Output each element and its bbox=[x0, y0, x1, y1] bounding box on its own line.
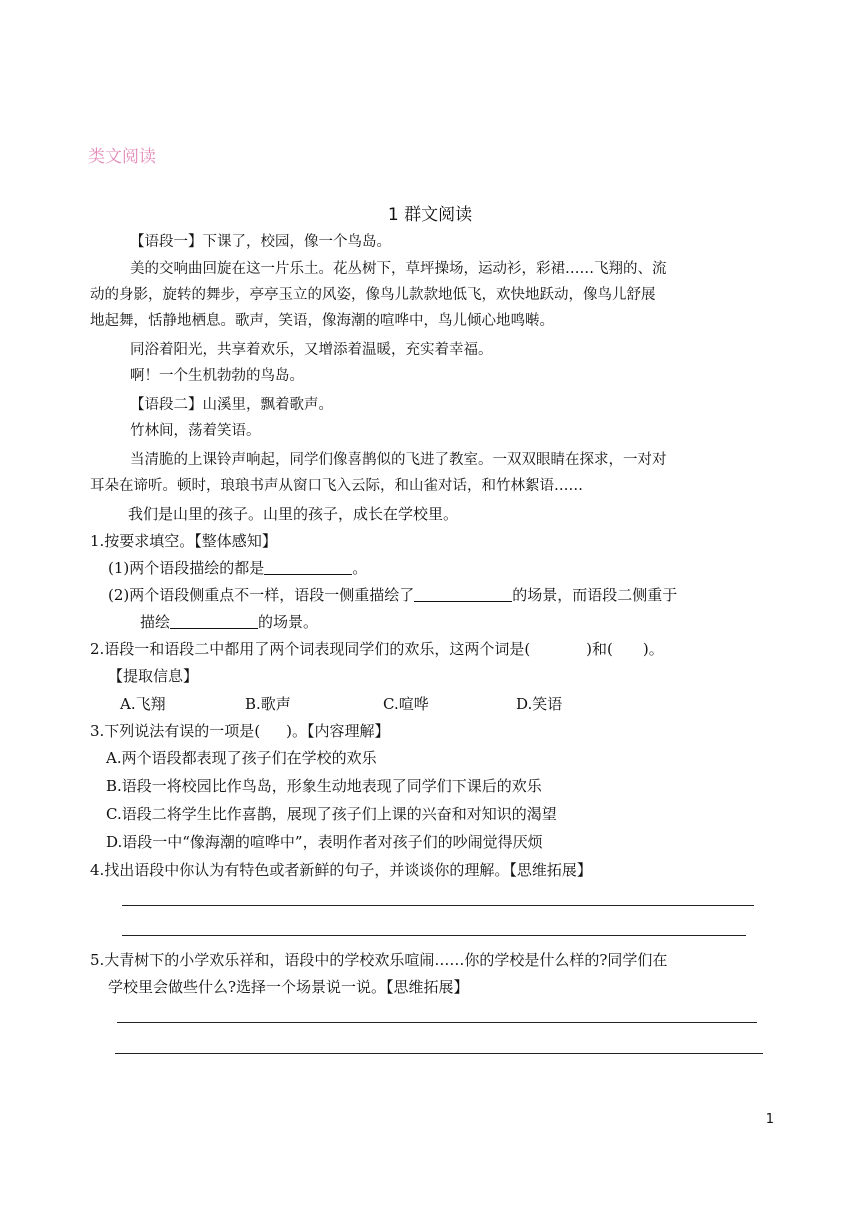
q1-s1-text: (1)两个语段描绘的都是 bbox=[108, 559, 265, 577]
passage-paragraph: 啊！一个生机勃勃的鸟岛。 bbox=[130, 368, 304, 384]
question-1-sub-2 bbox=[108, 582, 677, 608]
q1-s2-text-b: 的场景，而语段二侧重于 bbox=[512, 586, 678, 604]
q2-stem-a: 2.语段一和语段二中都用了两个词表现同学们的欢乐，这两个词是( bbox=[90, 640, 531, 658]
question-1-sub-2-cont bbox=[140, 609, 318, 635]
q2-stem-b: )和( bbox=[586, 640, 613, 658]
passage-paragraph-cont: 地起舞，恬静地栖息。歌声，笑语，像海潮的喧哗中，鸟儿倾心地鸣啭。 bbox=[90, 313, 554, 329]
section-label: 类文阅读 bbox=[88, 147, 156, 167]
answer-line[interactable] bbox=[115, 1053, 763, 1054]
question-1-stem: 1.按要求填空。【整体感知】 bbox=[90, 532, 277, 550]
question-5-stem-cont: 学校里会做些什么?选择一个场景说一说。【思维拓展】 bbox=[108, 978, 469, 996]
passage-paragraph-cont: 动的身影，旋转的舞步，亭亭玉立的风姿，像鸟儿款款地低飞，欢快地跃动，像鸟儿舒展 bbox=[90, 287, 656, 303]
answer-line[interactable] bbox=[122, 935, 746, 936]
option-d[interactable]: D.笑语 bbox=[516, 695, 563, 713]
passage-paragraph: 当清脆的上课铃声响起，同学们像喜鹊似的飞进了教室。一双双眼睛在探求，一对对 bbox=[130, 452, 667, 468]
answer-blank[interactable] bbox=[264, 558, 352, 575]
page-number: 1 bbox=[765, 1112, 774, 1127]
q3-stem-b: )。【内容理解】 bbox=[286, 722, 390, 740]
answer-blank[interactable] bbox=[414, 585, 512, 602]
answer-blank[interactable] bbox=[170, 612, 258, 629]
passage-paragraph: 竹林间，荡着笑语。 bbox=[130, 423, 261, 439]
option-a[interactable]: A.两个语段都表现了孩子们在学校的欢乐 bbox=[106, 749, 377, 767]
q3-stem-a: 3.下列说法有误的一项是( bbox=[90, 722, 261, 740]
question-3-stem bbox=[90, 718, 390, 744]
answer-line[interactable] bbox=[117, 1022, 757, 1023]
question-1-sub-1 bbox=[108, 555, 367, 581]
question-2-stem bbox=[90, 636, 664, 662]
option-d[interactable]: D.语段一中“像海潮的喧哗中”，表明作者对孩子们的吵闹觉得厌烦 bbox=[106, 833, 543, 851]
question-2-tag: 【提取信息】 bbox=[108, 667, 199, 685]
q1-s2-text-d: 的场景。 bbox=[258, 613, 319, 631]
option-c[interactable]: C.语段二将学生比作喜鹊，展现了孩子们上课的兴奋和对知识的渴望 bbox=[106, 805, 557, 823]
q1-s2-text-c: 描绘 bbox=[140, 613, 171, 631]
passage-paragraph: 美的交响曲回旋在这一片乐土。花丛树下，草坪操场，运动衫，彩裙……飞翔的、流 bbox=[130, 261, 667, 277]
question-4-stem: 4.找出语段中你认为有特色或者新鲜的句子，并谈谈你的理解。【思维拓展】 bbox=[90, 861, 592, 879]
q2-stem-c: )。 bbox=[642, 640, 664, 658]
question-5-stem: 5.大青树下的小学欢乐祥和，语段中的学校欢乐喧闹……你的学校是什么样的?同学们在 bbox=[90, 951, 668, 969]
q1-s2-text: (2)两个语段侧重点不一样，语段一侧重描绘了 bbox=[108, 586, 415, 604]
option-c[interactable]: C.喧哗 bbox=[383, 695, 429, 713]
option-b[interactable]: B.语段一将校园比作鸟岛，形象生动地表现了同学们下课后的欢乐 bbox=[106, 777, 542, 795]
q1-s1-end: 。 bbox=[352, 559, 368, 577]
passage-paragraph-cont: 耳朵在谛听。顿时，琅琅书声从窗口飞入云际，和山雀对话，和竹林絮语…… bbox=[90, 478, 583, 494]
passage-paragraph: 【语段二】山溪里，飘着歌声。 bbox=[130, 397, 333, 413]
page-title: 1 群文阅读 bbox=[387, 205, 473, 225]
answer-line[interactable] bbox=[122, 905, 754, 906]
passage-paragraph: 【语段一】下课了，校园，像一个鸟岛。 bbox=[130, 234, 391, 250]
passage-paragraph: 同浴着阳光，共享着欢乐，又增添着温暖，充实着幸福。 bbox=[130, 342, 493, 358]
option-a[interactable]: A.飞翔 bbox=[120, 695, 166, 713]
passage-paragraph: 我们是山里的孩子。山里的孩子，成长在学校里。 bbox=[128, 505, 459, 523]
option-b[interactable]: B.歌声 bbox=[245, 695, 291, 713]
